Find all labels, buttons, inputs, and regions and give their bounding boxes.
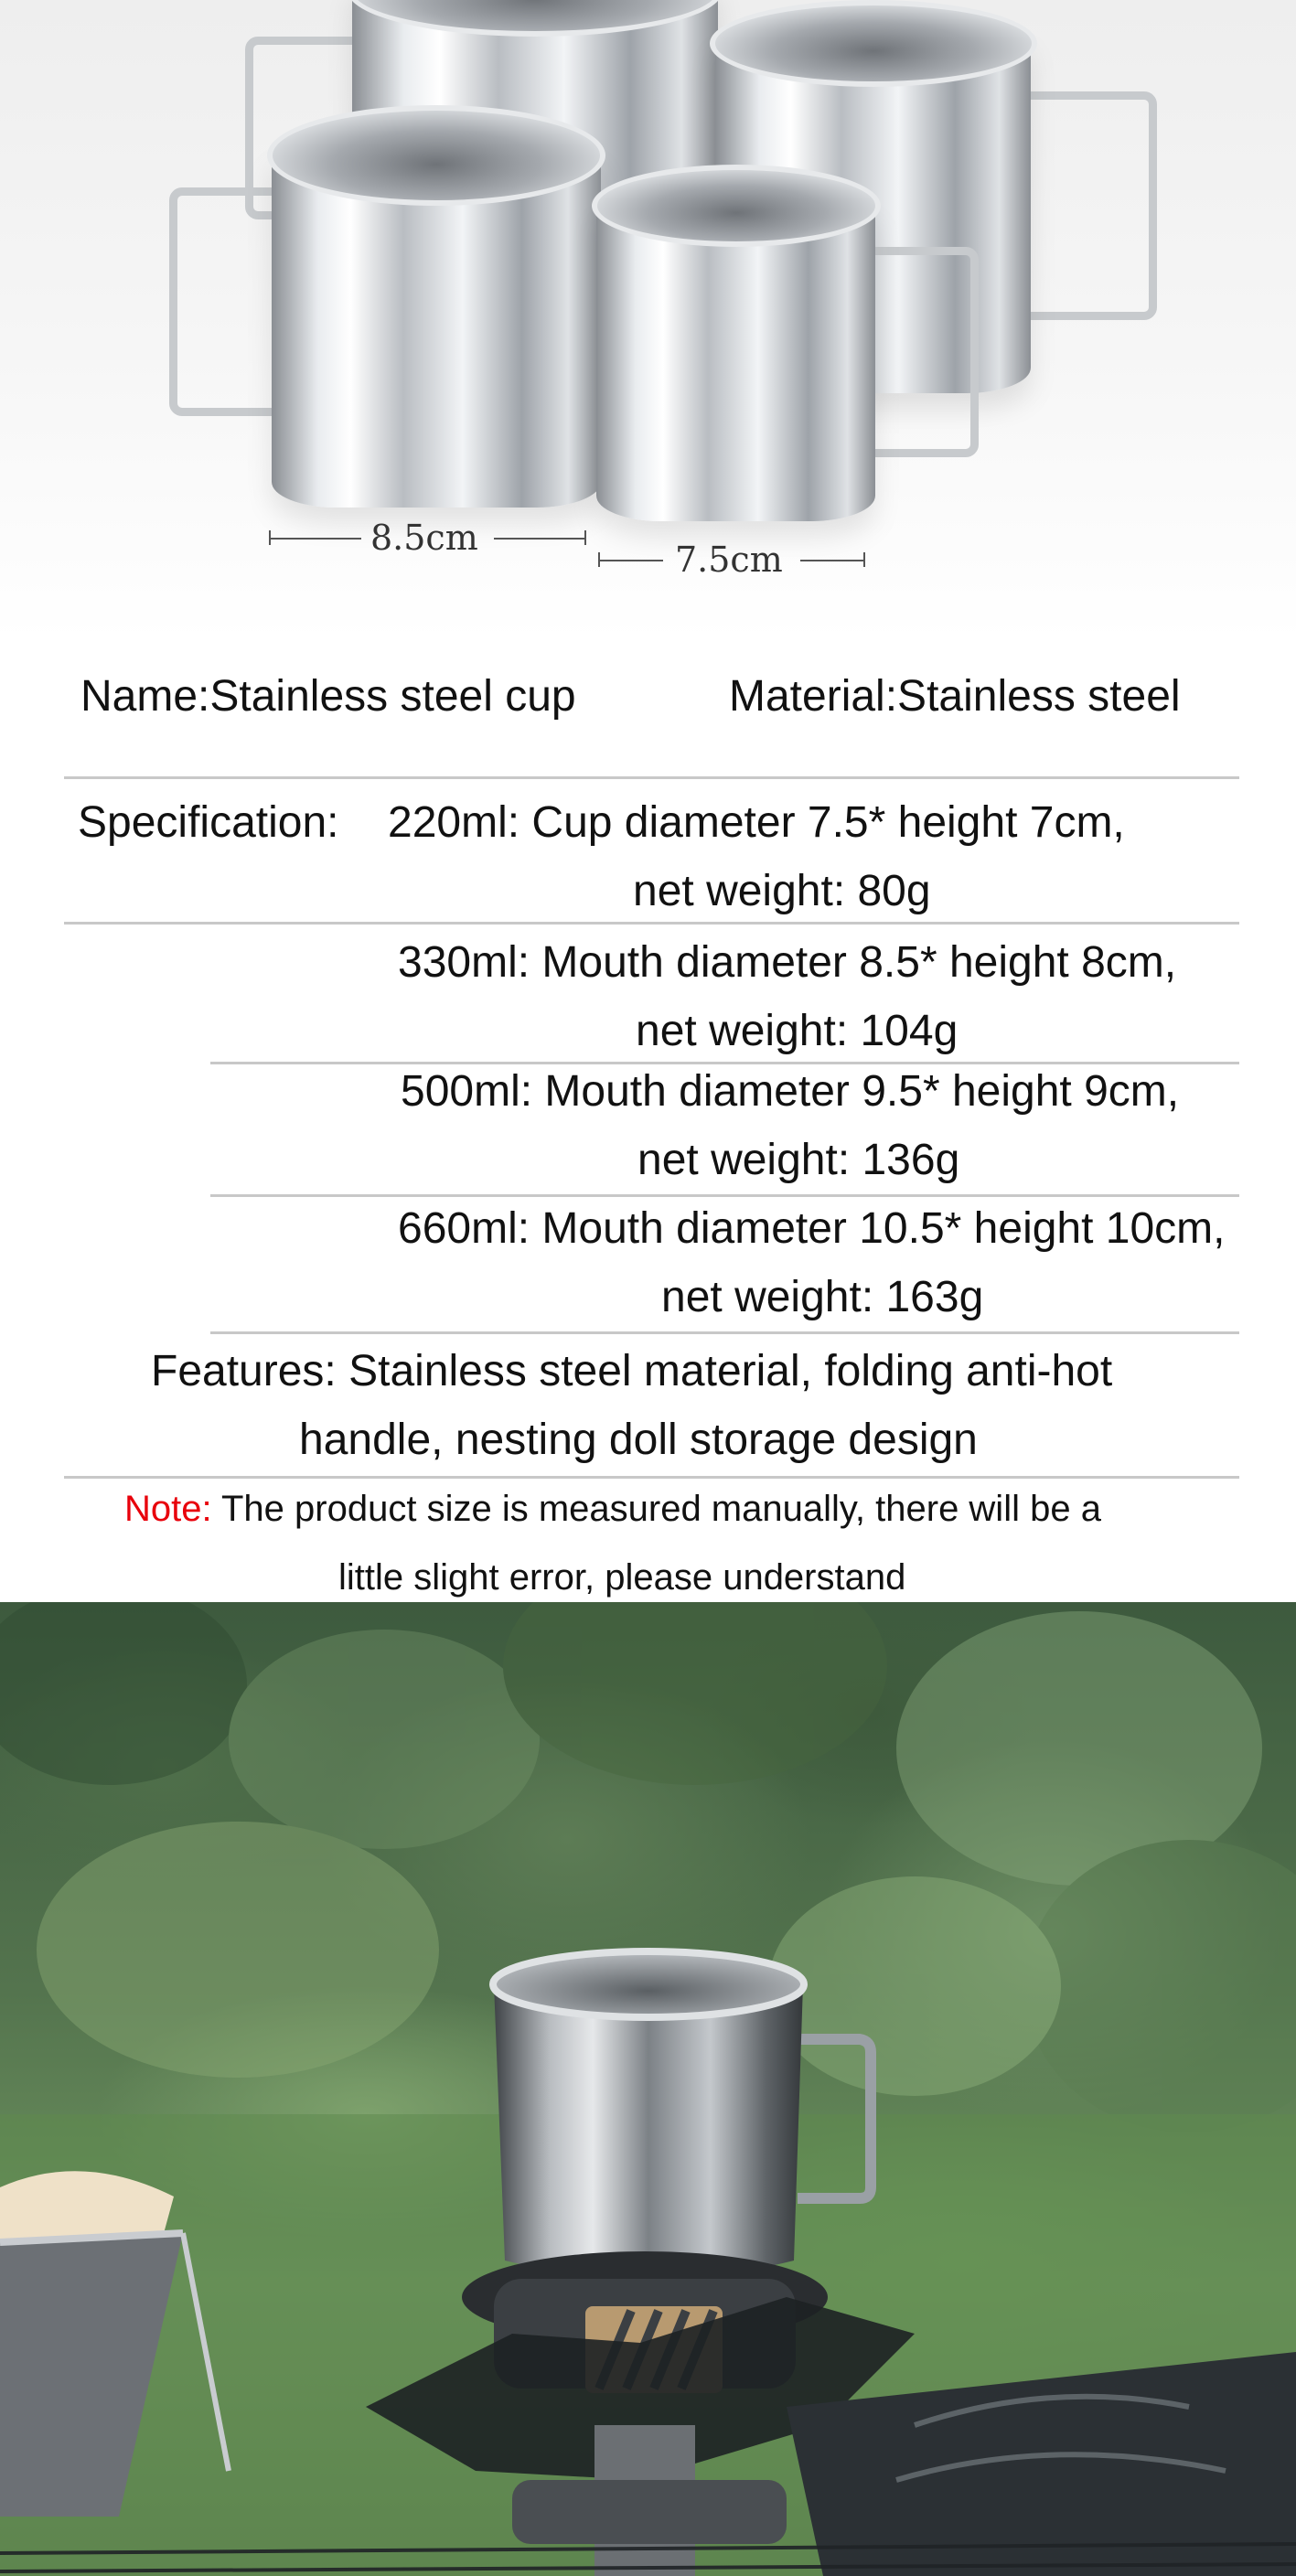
note-text-line1: The product size is measured manually, there will be a (211, 1489, 1101, 1529)
note-line2: little slight error, please understand (338, 1557, 906, 1598)
divider (64, 776, 1239, 779)
spec-row-500-line2: net weight: 136g (637, 1136, 960, 1184)
note-label: Note: (124, 1489, 212, 1529)
spec-row-660-line1: 660ml: Mouth diameter 10.5* height 10cm, (398, 1204, 1226, 1253)
scene-illustration (0, 1602, 1296, 2576)
dimension-tick (863, 552, 865, 567)
scene-photo-cup-on-stove (0, 1602, 1296, 2576)
product-name: Name:Stainless steel cup (80, 672, 576, 721)
dimension-line (800, 560, 864, 561)
divider (64, 1476, 1239, 1479)
product-photo-cups (0, 0, 1296, 640)
spec-row-220-line2: net weight: 80g (633, 867, 931, 915)
features-line1: Features: Stainless steel material, folding anti-hot (151, 1347, 1113, 1395)
features-line2: handle, nesting doll storage design (299, 1416, 978, 1464)
divider (210, 1194, 1239, 1197)
dimension-line (494, 538, 585, 540)
cup-rim (267, 105, 605, 206)
cup-rim (710, 0, 1037, 87)
divider (64, 922, 1239, 925)
spec-row-220-line1: 220ml: Cup diameter 7.5* height 7cm, (388, 798, 1125, 847)
dimension-label-left: 8.5cm (370, 518, 478, 558)
note-line1 (124, 1489, 1101, 1530)
specification-label: Specification: (78, 798, 339, 847)
cup-rim (592, 165, 881, 247)
spec-row-330-line1: 330ml: Mouth diameter 8.5* height 8cm, (398, 938, 1177, 987)
dimension-label-right: 7.5cm (675, 540, 783, 580)
dimension-tick (584, 530, 586, 545)
product-material: Material:Stainless steel (729, 672, 1181, 721)
divider (210, 1062, 1239, 1064)
spec-row-660-line2: net weight: 163g (661, 1273, 984, 1321)
spec-row-330-line2: net weight: 104g (636, 1007, 959, 1055)
dimension-line (270, 538, 361, 540)
spec-row-500-line1: 500ml: Mouth diameter 9.5* height 9cm, (401, 1067, 1180, 1116)
divider (210, 1331, 1239, 1334)
dimension-line (599, 560, 663, 561)
cup-front-right (596, 206, 875, 521)
